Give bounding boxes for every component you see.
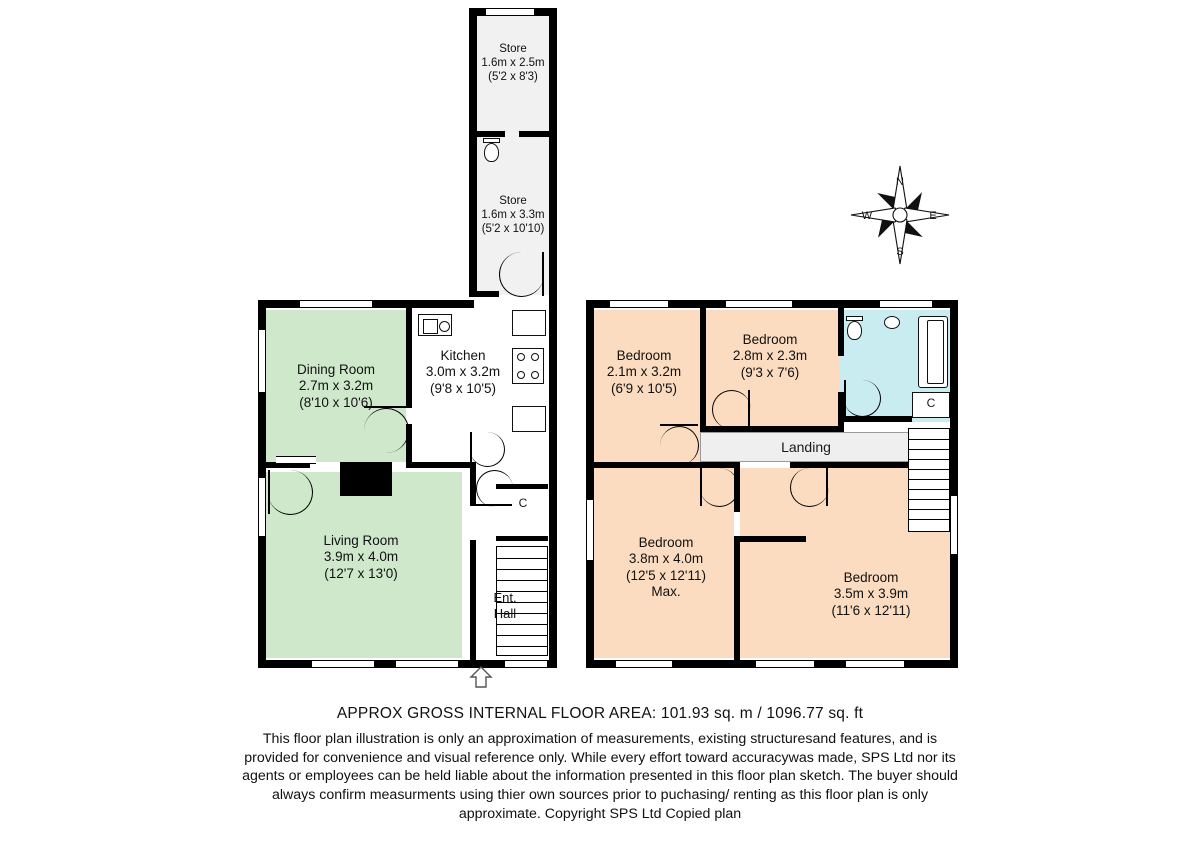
compass-west: W [861, 210, 873, 222]
wall-store-bottom [469, 291, 499, 297]
door-bedroom2[interactable] [712, 390, 751, 429]
window-dining-top [300, 300, 372, 308]
room-label-store-1: Store 1.6m x 2.5m (5'2 x 8'3) [481, 43, 545, 84]
room-label-bedroom-1: Bedroom 2.1m x 3.2m (6'9 x 10'5) [606, 348, 682, 396]
door-leaf-bedroom1 [660, 424, 698, 426]
window-bed3-bottom [616, 660, 672, 668]
door-bedroom3[interactable] [700, 468, 739, 507]
door-store-lower[interactable] [499, 252, 544, 297]
door-bedroom1[interactable] [660, 426, 699, 465]
kitchen-worktop-upper [512, 310, 546, 336]
door-dining-kitchen[interactable] [364, 408, 409, 453]
wall-store-right [549, 8, 557, 668]
room-label-store-2: Store 1.6m x 3.3m (5'2 x 10'10) [481, 195, 545, 236]
window-bed4-bottom [756, 660, 814, 668]
wall-bath-landing [840, 416, 912, 422]
window-living-bottom-2 [396, 660, 458, 668]
door-living-room[interactable] [268, 470, 313, 515]
door-leaf-bathroom [844, 380, 846, 416]
room-label-ent-hall: Ent. Hall [493, 590, 517, 621]
landing-label: Landing [781, 439, 831, 455]
kitchen-sink-icon [418, 314, 452, 336]
window-store-top [486, 8, 534, 16]
wall-store-divider-2 [519, 131, 549, 137]
window-hall-bottom [505, 660, 547, 668]
cupboard-label-first: C [926, 396, 936, 410]
window-bed1-top [610, 300, 668, 308]
room-label-bedroom-2: Bedroom 2.8m x 2.3m (9'3 x 7'6) [732, 332, 808, 380]
wall-kitchen-bottom [406, 462, 474, 468]
wall-hall-left [470, 462, 476, 506]
compass-south: S [896, 246, 904, 258]
window-bath-top [880, 300, 932, 308]
footer [0, 705, 1200, 824]
wash-basin-icon [884, 316, 900, 329]
window-living-left [258, 478, 266, 536]
room-label-bedroom-4: Bedroom 3.5m x 3.9m (11'6 x 12'11) [831, 570, 911, 618]
floor-area-line: APPROX GROSS INTERNAL FLOOR AREA: 101.93 sq. m / 1096.77 sq. ft [336, 705, 864, 722]
toilet-icon [484, 143, 499, 162]
door-bathroom[interactable] [844, 380, 881, 417]
wall-bed3-bed4-stub [740, 536, 806, 542]
wall-cupboard-top [496, 484, 548, 489]
door-leaf-store-lower [542, 252, 544, 296]
window-bed4-bottom-2 [846, 660, 904, 668]
staircase-icon-first [908, 428, 950, 532]
bathtub-icon [918, 316, 948, 388]
door-leaf-kitchen-hall [470, 432, 472, 466]
room-label-bedroom-3: Bedroom 3.8m x 4.0m (12'5 x 12'11) Max. [626, 535, 706, 600]
entrance-arrow-icon [468, 666, 494, 688]
window-living-bottom [312, 660, 374, 668]
door-leaf-bedroom4 [826, 468, 828, 506]
room-label-dining-room: Dining Room 2.7m x 3.2m (8'10 x 10'6) [296, 362, 376, 410]
toilet-icon-bathroom [847, 321, 862, 340]
room-label-kitchen: Kitchen 3.0m x 3.2m (9'8 x 10'5) [425, 348, 501, 396]
wall-store-divider [477, 131, 505, 137]
door-leaf-living [268, 470, 270, 514]
window-dining-left [258, 330, 266, 392]
compass-north: N [896, 176, 904, 188]
kitchen-worktop-lower [512, 406, 546, 432]
cupboard-label-ground: C [518, 496, 528, 510]
window-bed3-left [586, 500, 594, 560]
room-label-living-room: Living Room 3.9m x 4.0m (12'7 x 13'0) [323, 533, 399, 581]
compass-east: E [929, 210, 937, 222]
door-leaf-bedroom3 [700, 468, 702, 506]
compass-rose-icon [845, 160, 955, 270]
window-dining-inner [276, 456, 316, 464]
disclaimer-text: This floor plan illustration is only an approximation of measurements, existing structuresand features, and is provided for convenience and visual reference only. While every effort toward accuracywas made, SPS Ltd nor its agents or employees can be held liable about the information presented in this floor plan sketch. The buyer should always confirm measurments using thier own sources prior to puchasing/ renting as this floor plan is only approximate. Copyright SPS Ltd Copied plan [242, 731, 958, 822]
wall-ff-right [950, 300, 958, 668]
window-bed4-right [950, 496, 958, 554]
wall-bed2-bath [838, 308, 844, 356]
door-leaf-bedroom2 [748, 390, 750, 428]
window-bed2-top [726, 300, 792, 308]
wall-chimney-breast [340, 468, 392, 496]
wall-cupboard-bottom [496, 536, 548, 541]
landing-area [700, 432, 912, 462]
door-bedroom4[interactable] [790, 468, 829, 507]
